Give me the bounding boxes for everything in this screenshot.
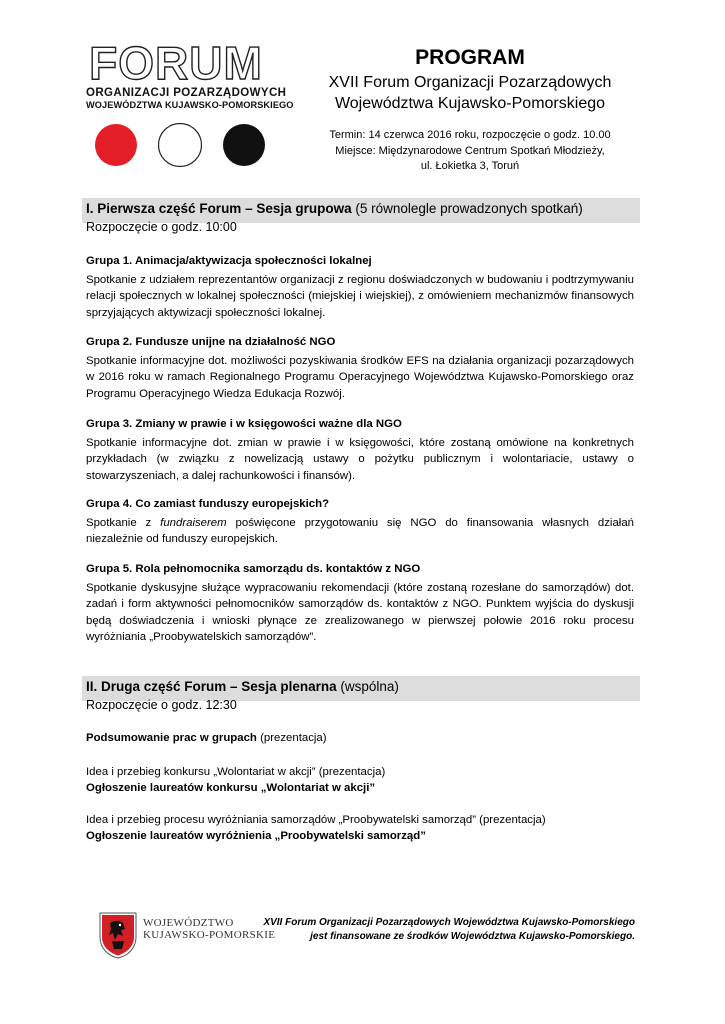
group-5-title: Grupa 5. Rola pełnomocnika samorządu ds. kontaktów z NGO: [86, 563, 421, 575]
section-2-title: II. Druga część Forum – Sesja plenarna: [86, 679, 337, 694]
forum-logo: [86, 37, 294, 172]
coat-of-arms-icon: [98, 911, 138, 959]
group-1: [86, 253, 634, 321]
group-3-title: Grupa 3. Zmiany w prawie i w księgowości ważne dla NGO: [86, 418, 402, 430]
program-header: [288, 44, 652, 175]
group-5: [86, 561, 634, 646]
group-2-description: Spotkanie informacyjne dot. możliwości pozyskiwania środków EFS na działania organizacji pozarządowych w 2016 roku w ramach Regionalnego Programu Operacyjnego Województwa Kujawsko-Pomorskiego oraz Programu Operacyjnego Wiedza Edukacja Rozwój.: [86, 354, 634, 400]
group-4-description: Spotkanie z fundraiserem poświęcone przygotowaniu się NGO do finansowania własnych działań niezależnie od funduszy europejskich.: [86, 516, 635, 545]
black-circle: [223, 124, 265, 166]
section-2-start-time: Rozpoczęcie o godz. 12:30: [86, 698, 237, 712]
event-details: [288, 128, 652, 175]
logo-line-1: ORGANIZACJI POZARZĄDOWYCH: [86, 87, 287, 99]
event-address: ul. Łokietka 3, Toruń: [420, 160, 520, 172]
voivodeship-name: WOJEWÓDZTWO KUJAWSKO-POMORSKIE: [143, 917, 276, 941]
page-title: PROGRAM: [415, 46, 525, 69]
group-5-description: Spotkanie dyskusyjne służące wypracowaniu rekomendacji (które zostaną rozesłane do samorządów) dot. zadań i form aktywności pełnomocników samorządów ds. kontaktów z NGO. Punktem wyjścia do dyskusji będą doświadczenia i wnioski płynące ze zrealizowanego w pierwszej połowie 2016 roku procesu wyróżniania „Proobywatelskich samorządów”.: [86, 581, 634, 643]
section-1-title-note: (5 równolegle prowadzonych spotkań): [351, 201, 583, 216]
event-term: Termin: 14 czerwca 2016 roku, rozpoczęcie o godz. 10.00: [329, 129, 611, 141]
red-circle: [95, 124, 137, 166]
group-2-title: Grupa 2. Fundusze unijne na działalność NGO: [86, 336, 336, 348]
group-3: [86, 416, 634, 484]
event-place: Miejsce: Międzynarodowe Centrum Spotkań Młodzieży,: [335, 144, 605, 157]
section-1-title: I. Pierwsza część Forum – Sesja grupowa: [86, 201, 352, 216]
group-4: [86, 496, 634, 548]
logo-word: FORUM: [89, 37, 263, 89]
section-2-title-note: (wspólna): [336, 679, 399, 694]
page-subtitle-1: XVII Forum Organizacji Pozarządowych: [328, 74, 612, 91]
plenary-summary: Podsumowanie prac w grupach (prezentacja): [86, 732, 327, 744]
group-1-description: Spotkanie z udziałem reprezentantów organizacji z regionu doświadczonych w budowaniu i podtrzymywaniu relacji społecznych w lokalnej społeczności (miejskiej i wiejskiej), z omówieniem mechanizmów finansowych sprzyjających aktywizacji społeczności lokalnej.: [86, 273, 634, 319]
logo-circles: [92, 122, 268, 168]
logo-line-2: WOJEWÓDZTWA KUJAWSKO-POMORSKIEGO: [86, 100, 294, 110]
white-circle: [159, 124, 202, 167]
funding-note: XVII Forum Organizacji Pozarządowych Województwa Kujawsko-Pomorskiego jest finansowane ze środków Województwa Kujawsko-Pomorskiego.: [263, 917, 635, 942]
page-subtitle-2: Województwa Kujawsko-Pomorskiego: [334, 95, 606, 112]
plenary-item-2-announcement: Ogłoszenie laureatów wyróżnienia „Proobywatelski samorząd”: [86, 830, 426, 842]
plenary-item-1-announcement: Ogłoszenie laureatów konkursu „Wolontariat w akcji”: [86, 782, 376, 794]
group-3-description: Spotkanie informacyjne dot. zmian w prawie i w księgowości, które zostaną omówione na konkretnych przykładach (w związku z nowelizacją ustawy o pożytku publicznym i wolontariacie, ustawy o stowarzyszeniach, a dalej rachunkowości i finansów).: [86, 436, 634, 482]
plenary-item-1: Idea i przebieg konkursu „Wolontariat w akcji” (prezentacja): [86, 766, 386, 778]
group-4-title: Grupa 4. Co zamiast funduszy europejskich?: [86, 498, 330, 510]
fundraiser-term: fundraiserem: [160, 516, 227, 529]
group-1-title: Grupa 1. Animacja/aktywizacja społeczności lokalnej: [86, 255, 372, 267]
plenary-item-2: Idea i przebieg procesu wyróżniania samorządów „Proobywatelski samorząd” (prezentacja): [86, 814, 546, 826]
group-2: [86, 334, 634, 402]
section-1-start-time: Rozpoczęcie o godz. 10:00: [86, 220, 237, 234]
